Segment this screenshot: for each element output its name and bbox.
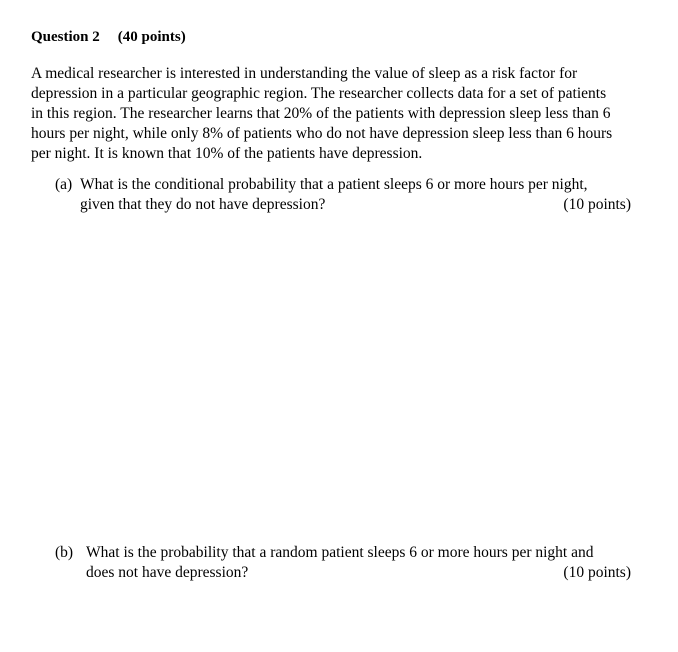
part-a-text-line: What is the conditional probability that a patient sleeps 6 or more hours per night, [80, 176, 588, 193]
intro-line: in this region. The researcher learns that 20% of the patients with depression sleep less than 6 [31, 105, 611, 122]
intro-line: per night. It is known that 10% of the patients have depression. [31, 145, 423, 162]
question-points: (40 points) [117, 29, 186, 45]
part-b [55, 543, 631, 583]
part-b-text-line: What is the probability that a random patient sleeps 6 or more hours per night and [86, 544, 594, 561]
part-b-label: (b) [55, 544, 74, 561]
part-a [55, 175, 631, 215]
part-a-text-line: given that they do not have depression? [80, 196, 326, 213]
intro-line: A medical researcher is interested in understanding the value of sleep as a risk factor for [31, 65, 578, 82]
question-title: Question 2 [31, 29, 100, 45]
part-b-text-line: does not have depression? [86, 564, 249, 581]
question-heading [31, 29, 186, 46]
intro-line: hours per night, while only 8% of patients who do not have depression sleep less than 6 hours [31, 125, 613, 142]
part-a-label: (a) [55, 176, 73, 193]
intro-line: depression in a particular geographic region. The researcher collects data for a set of patients [31, 85, 607, 102]
question-intro [31, 64, 643, 164]
part-a-points: (10 points) [563, 196, 631, 213]
part-b-points: (10 points) [563, 564, 631, 581]
